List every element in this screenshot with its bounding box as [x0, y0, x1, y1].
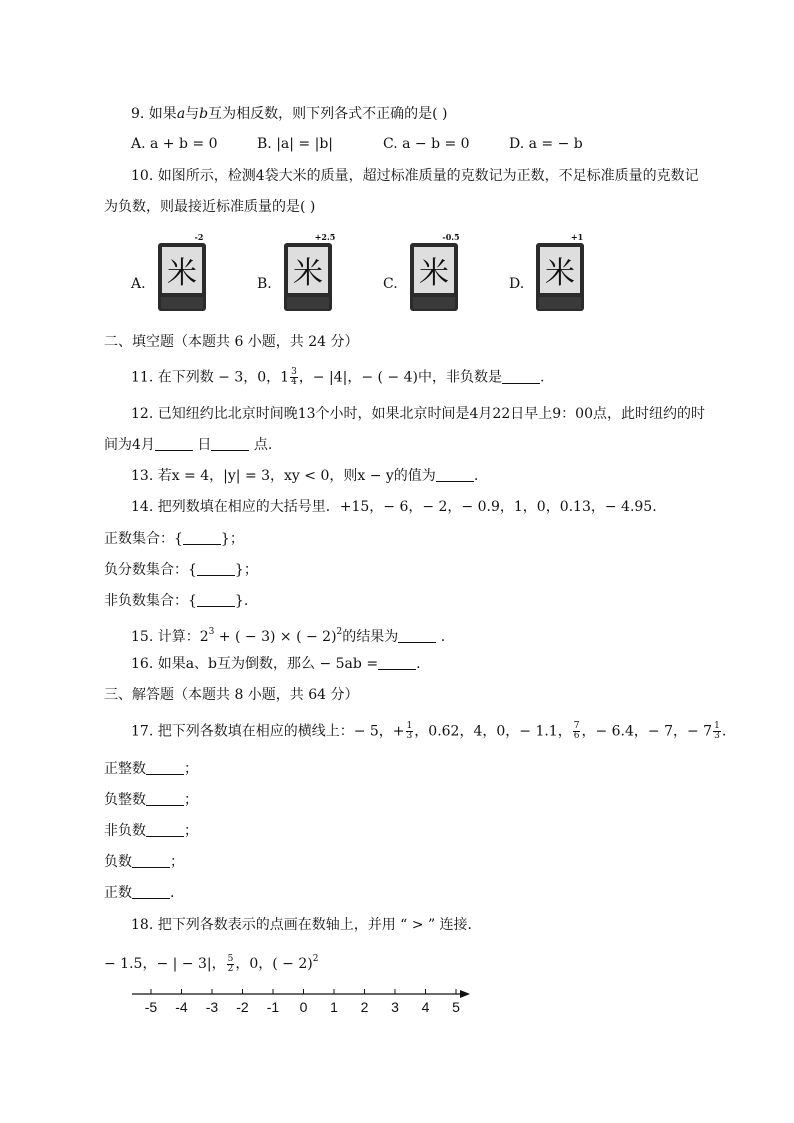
- section-2-heading: 二、填空题（本题共 6 小题，共 24 分）: [104, 334, 359, 350]
- option-label: A.: [131, 276, 146, 292]
- q17-positive-integers: 正整数 ；: [104, 761, 198, 777]
- axis-tick-label: 2: [360, 999, 369, 1015]
- axis-tick-label: 1: [330, 999, 338, 1015]
- question-14-stem: 14. 把列数填在相应的大括号里．+15，− 6，− 2，− 0.9，1，0，0.13，− 4.95.: [131, 499, 657, 515]
- weight-label: +2.5: [314, 232, 336, 242]
- weight-label: +1: [570, 232, 584, 242]
- axis-tick-label: 4: [421, 999, 430, 1015]
- q10-option-a[interactable]: [131, 232, 241, 314]
- q17-non-negative-blank[interactable]: [146, 822, 184, 837]
- q14-positive-blank[interactable]: [183, 530, 221, 545]
- q11-answer-blank[interactable]: [502, 369, 540, 384]
- q17-negative-integers-blank[interactable]: [146, 791, 184, 806]
- q12-hour-blank[interactable]: [211, 436, 249, 451]
- weight-label: -0.5: [442, 232, 460, 242]
- q15-answer-blank[interactable]: [398, 628, 436, 643]
- q10-option-c[interactable]: [383, 232, 493, 314]
- q16-answer-blank[interactable]: [378, 655, 416, 670]
- question-12-line1: 12. 已知纽约比北京时间晚13个小时，如果北京时间是4月22日早上9：00点，此时纽约的时: [131, 406, 705, 422]
- question-18-stem: 18. 把下列各数表示的点画在数轴上，并用 “ > ” 连接．: [131, 917, 482, 933]
- q18-numbers: − 1.5，− | − 3|， $\frac{5}{2}$ ，0，( − 2)$^2$: [104, 953, 319, 974]
- question-12-line2: 间为4月 日 点.: [104, 437, 273, 453]
- q17-negative: 负数 ；: [104, 854, 184, 870]
- axis-tick-label: -4: [175, 999, 188, 1015]
- question-13: 13. 若x = 4，|y| = 3，xy < 0，则x − y的值为 .: [131, 468, 479, 484]
- question-10-line1: 10. 如图所示，检测4袋大米的质量，超过标准质量的克数记为正数，不足标准质量的克数记: [131, 168, 699, 184]
- q14-negative-fraction-blank[interactable]: [197, 561, 235, 576]
- axis-tick-label: -3: [205, 999, 219, 1015]
- weight-label: -2: [194, 232, 204, 242]
- question-9-stem: 9. 如果a与b互为相反数，则下列各式不正确的是( ): [131, 106, 448, 122]
- axis-tick-label: 0: [299, 999, 308, 1015]
- q17-negative-blank[interactable]: [132, 853, 170, 868]
- option-label: B.: [257, 276, 272, 292]
- q17-positive: 正数 .: [104, 885, 175, 901]
- q9-option-c[interactable]: C. a − b = 0: [383, 136, 470, 152]
- section-3-heading: 三、解答题（本题共 8 小题，共 64 分）: [104, 687, 359, 703]
- q14-non-negative-set: 非负数集合：{ }.: [104, 593, 249, 609]
- svg-text:米: 米: [545, 256, 575, 291]
- svg-text:米: 米: [419, 256, 449, 291]
- axis-tick-label: -2: [236, 999, 249, 1015]
- svg-text:米: 米: [293, 256, 323, 291]
- q10-option-b[interactable]: [257, 232, 367, 314]
- number-line[interactable]: [128, 986, 478, 1020]
- question-10-line2: 为负数，则最接近标准质量的是( ): [104, 199, 316, 215]
- rice-bag-icon: [283, 241, 333, 313]
- question-16: 16. 如果a、b互为倒数，那么 − 5ab = .: [131, 656, 421, 672]
- rice-bag-icon: [409, 241, 459, 313]
- axis-tick-label: -5: [144, 999, 158, 1015]
- q9-option-a[interactable]: A. a + b = 0: [131, 136, 218, 152]
- question-17-stem: 17. 把下列各数填在相应的横线上：− 5，+ $\frac{1}{3}$ ，0.62，4，0，− 1.1， $\frac{7}{6}$ ，− 6.4，− 7，− 7 $\frac{1}{3}$ .: [131, 721, 727, 741]
- q13-answer-blank[interactable]: [436, 467, 474, 482]
- option-label: D.: [509, 276, 525, 292]
- q12-day-blank[interactable]: [155, 436, 193, 451]
- question-11: 11. 在下列数 − 3，0，1 $\frac{3}{4}$ ，− |4|，− ( − 4)中，非负数是 .: [131, 367, 545, 387]
- arrow-right-icon: [460, 990, 470, 998]
- rice-bag-icon: [535, 241, 585, 313]
- axis-tick-label: 3: [391, 999, 399, 1015]
- axis-tick-label: 5: [452, 999, 460, 1015]
- svg-text:米: 米: [167, 256, 197, 291]
- q9-option-d[interactable]: D. a = − b: [509, 136, 583, 152]
- rice-bag-icon: [157, 241, 207, 313]
- q14-non-negative-blank[interactable]: [197, 592, 235, 607]
- q14-positive-set: 正数集合：{ }；: [104, 531, 244, 547]
- q17-non-negative: 非负数 ；: [104, 823, 198, 839]
- q17-positive-integers-blank[interactable]: [146, 760, 184, 775]
- q17-negative-integers: 负整数 ；: [104, 792, 198, 808]
- question-15: 15. 计算：$2^3$ + ( − 3) × ( − 2)$^2$的结果为 .: [131, 627, 446, 645]
- q14-negative-fraction-set: 负分数集合：{ }；: [104, 562, 258, 578]
- option-label: C.: [383, 276, 398, 292]
- q17-positive-blank[interactable]: [132, 884, 170, 899]
- axis-tick-label: -1: [266, 999, 280, 1015]
- q10-option-d[interactable]: [509, 232, 619, 314]
- q9-option-b[interactable]: B. |a| = |b|: [257, 136, 333, 152]
